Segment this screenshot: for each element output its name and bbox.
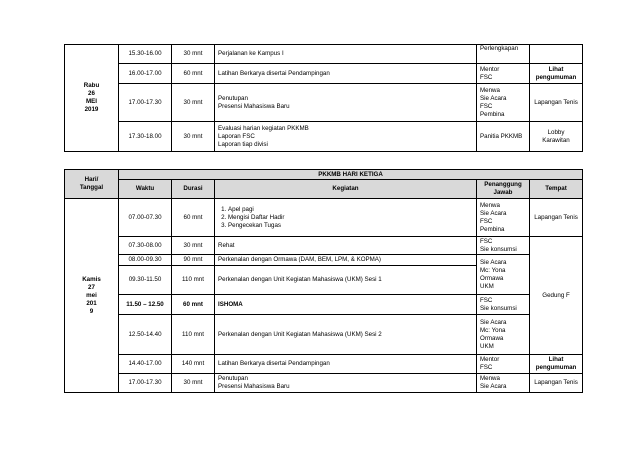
duration-cell: 30 mnt [172,122,215,152]
place-cell: Lobby Karawitan [530,122,583,152]
header-day: Hari/ Tanggal [65,170,119,199]
activity-cell: Rehat [215,237,477,255]
time-cell: 07.30-08.00 [119,237,172,255]
time-cell: 15.30-16.00 [119,45,172,64]
time-cell: 17.00-17.30 [119,374,172,393]
header-activity: Kegiatan [215,180,477,199]
activity-cell: Perkenalan dengan Unit Kegiatan Mahasiswa (UKM) Sesi 2 [215,315,477,355]
duration-cell: 140 mnt [172,355,215,374]
duration-cell: 30 mnt [172,374,215,393]
pic-cell: Perlengkapan [477,45,530,64]
time-cell: 16.00-17.00 [119,64,172,84]
pic-cell: Menwa Sie Acara FSC Pembina [477,199,530,237]
header-time: Waktu [119,180,172,199]
header-duration: Durasi [172,180,215,199]
place-cell: Lihat pengumuman [530,64,583,84]
schedule-table-day2 [64,44,583,152]
duration-cell: 60 mnt [172,199,215,237]
pic-cell: Mentor FSC [477,64,530,84]
activity-cell: Penutupan Presensi Mahasiswa Baru [215,84,477,122]
pic-cell: Menwa Sie Acara FSC Pembina [477,84,530,122]
duration-cell: 30 mnt [172,45,215,64]
duration-cell: 110 mnt [172,315,215,355]
activity-cell: Evaluasi harian kegiatan PKKMB Laporan FSC Laporan tiap divisi [215,122,477,152]
place-cell: Lihat pengumuman [530,355,583,374]
time-cell: 07.00-07.30 [119,199,172,237]
activity-cell: ISHOMA [215,295,477,315]
duration-cell: 30 mnt [172,84,215,122]
pic-cell: Sie Acara Mc: Yona Ormawa UKM [477,255,530,295]
activity-cell: Penutupan Presensi Mahasiswa Baru [215,374,477,393]
activity-cell: Perkenalan dengan Ormawa (DAM, BEM, LPM, & KOPMA) [215,255,477,266]
activity-cell: Latihan Berkarya disertai Pendampingan [215,355,477,374]
time-cell: 14.40-17.00 [119,355,172,374]
header-pic: Penanggung Jawab [477,180,530,199]
activity-cell: Perjalanan ke Kampus I [215,45,477,64]
time-cell: 17.00-17.30 [119,84,172,122]
table-title: PKKMB HARI KETIGA [119,170,583,180]
place-cell: Lapangan Tenis [530,199,583,237]
time-cell: 08.00-09.30 [119,255,172,266]
duration-cell: 30 mnt [172,237,215,255]
activity-cell: Perkenalan dengan Unit Kegiatan Mahasiswa (UKM) Sesi 1 [215,266,477,295]
activity-cell: 1. Apel pagi 2. Mengisi Daftar Hadir 3. Pengecekan Tugas [215,199,477,237]
place-cell [530,45,583,64]
pic-cell: FSC Sie konsumsi [477,295,530,315]
place-cell: Lapangan Tenis [530,374,583,393]
place-cell: Lapangan Tenis [530,84,583,122]
schedule-table-day3 [64,169,583,393]
time-cell: 17.30-18.00 [119,122,172,152]
time-cell: 12.50-14.40 [119,315,172,355]
place-cell: Gedung F [530,237,583,355]
pic-cell: Panitia PKKMB [477,122,530,152]
duration-cell: 90 mnt [172,255,215,266]
pic-cell: Menwa Sie Acara [477,374,530,393]
day-cell: Rabu 26 MEI 2019 [65,45,119,152]
activity-cell: Latihan Berkarya disertai Pendampingan [215,64,477,84]
pic-cell: Mentor FSC [477,355,530,374]
day-cell: Kamis 27 mei 201 9 [65,199,119,393]
duration-cell: 110 mnt [172,266,215,295]
header-place: Tempat [530,180,583,199]
pic-cell: FSC Sie konsumsi [477,237,530,255]
time-cell: 09.30-11.50 [119,266,172,295]
duration-cell: 60 mnt [172,295,215,315]
time-cell: 11.50 – 12.50 [119,295,172,315]
duration-cell: 60 mnt [172,64,215,84]
pic-cell: Sie Acara Mc: Yona Ormawa UKM [477,315,530,355]
